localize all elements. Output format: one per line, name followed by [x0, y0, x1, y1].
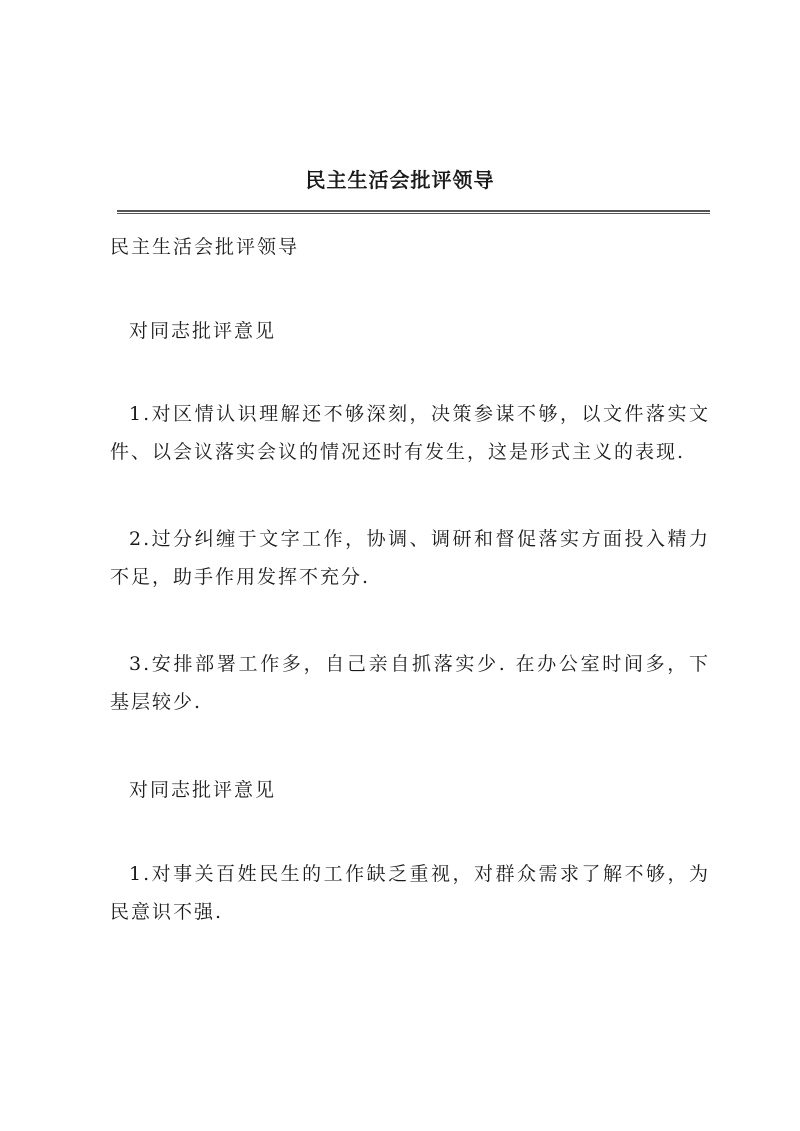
criticism-item: 1.对区情认识理解还不够深刻，决策参谋不够，以文件落实文件、以会议落实会议的情况还时有发生，这是形式主义的表现. [110, 403, 710, 463]
section-heading: 对同志批评意见 [129, 779, 277, 801]
document-title: 民主生活会批评领导 [305, 168, 495, 192]
section-heading: 对同志批评意见 [129, 320, 277, 342]
criticism-item: 1.对事关百姓民生的工作缺乏重视，对群众需求了解不够，为民意识不强. [110, 863, 710, 923]
criticism-item: 2.过分纠缠于文字工作，协调、调研和督促落实方面投入精力不足，助手作用发挥不充分. [110, 528, 710, 588]
document-subtitle: 民主生活会批评领导 [110, 236, 300, 258]
title-divider [117, 210, 710, 214]
criticism-item: 3.安排部署工作多，自己亲自抓落实少. 在办公室时间多，下基层较少. [110, 653, 710, 713]
